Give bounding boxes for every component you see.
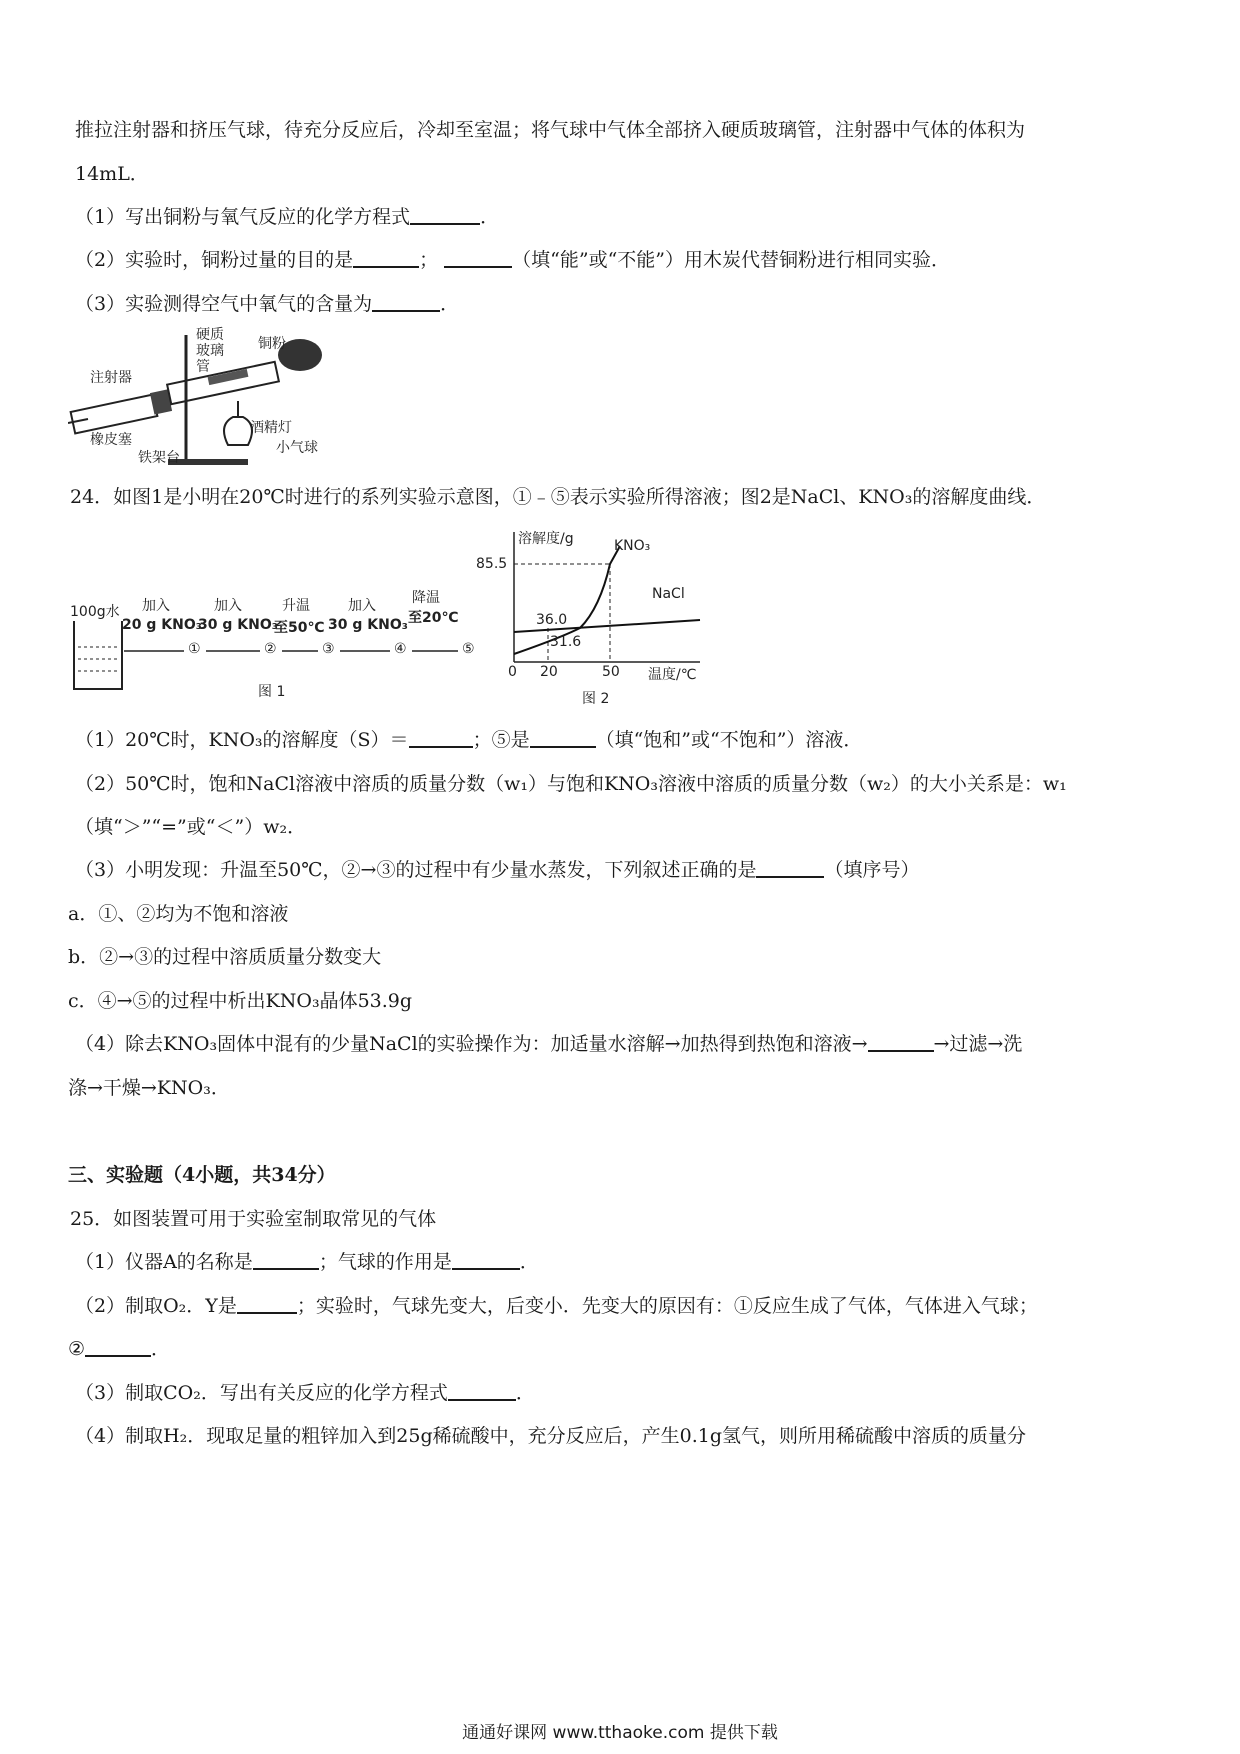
q23-intro-line2: 14mL． (75, 163, 149, 185)
label-balloon: 小气球 (276, 440, 318, 456)
answer-blank[interactable] (85, 1337, 151, 1357)
q24-option-c: c．④→⑤的过程中析出KNO₃晶体53.9g (68, 990, 413, 1012)
q25-part1: （1）仪器A的名称是 ；气球的作用是 ． (75, 1251, 539, 1273)
figure-1 (68, 585, 488, 705)
answer-blank[interactable] (253, 1250, 319, 1270)
label-stopper: 橡皮塞 (90, 432, 132, 448)
fig2-x-tick-50: 50 (602, 664, 620, 680)
figure-2 (476, 522, 710, 707)
answer-blank[interactable] (372, 292, 440, 312)
fig1-step4-bottom: 30 g KNO₃ (328, 617, 408, 633)
q25-part2-line2: ② ． (68, 1338, 171, 1360)
fig2-value-36: 36.0 (536, 612, 568, 628)
fig2-value-31: 31.6 (550, 634, 582, 650)
fig2-nacl-label: NaCl (652, 586, 685, 602)
fig1-step1-top: 加入 (142, 598, 170, 614)
fig1-result3: ③ (322, 641, 335, 657)
fig1-step1-bottom: 20 g KNO₃ (122, 617, 202, 633)
q24-part2-line1: （2）50℃时，饱和NaCl溶液中溶质的质量分数（w₁）与饱和KNO₃溶液中溶质的质量分数（w₂）的大小关系是：w₁ (75, 773, 1067, 795)
q25-part2: （2）制取O₂．Y是 ；实验时，气球先变大，后变小．先变大的原因有：①反应生成了气体，气体进入气球； (75, 1295, 1038, 1317)
fig1-step3-top: 升温 (282, 598, 310, 614)
label-stand: 铁架台 (138, 450, 180, 466)
q25-stem: 25．如图装置可用于实验室制取常见的气体 (70, 1208, 437, 1230)
answer-blank[interactable] (756, 858, 824, 878)
section-heading: 三、实验题（4小题，共34分） (68, 1164, 336, 1186)
fig1-result4: ④ (394, 641, 407, 657)
q23-part3: （3）实验测得空气中氧气的含量为 ． (75, 293, 460, 315)
q24-stem: 24．如图1是小明在20℃时进行的系列实验示意图，①﹣⑤表示实验所得溶液；图2是NaCl、KNO₃的溶解度曲线． (70, 486, 1046, 508)
q24-part3: （3）小明发现：升温至50℃，②→③的过程中有少量水蒸发，下列叙述正确的是 （填序号） (75, 859, 920, 881)
fig2-kno3-label: KNO₃ (614, 538, 651, 554)
fig2-x-tick-20: 20 (540, 664, 558, 680)
q24-option-b: b．②→③的过程中溶质质量分数变大 (68, 946, 382, 968)
answer-blank[interactable] (410, 205, 480, 225)
fig1-step2-top: 加入 (214, 598, 242, 614)
q24-part4: （4）除去KNO₃固体中混有的少量NaCl的实验操作为：加适量水溶解→加热得到热饱和溶液→ →过滤→洗 (75, 1033, 1023, 1055)
answer-blank[interactable] (353, 248, 419, 268)
q24-part2-line2: （填“＞”“=”或“＜”）w₂． (75, 816, 307, 838)
fig2-y-tick: 85.5 (476, 556, 508, 572)
answer-blank[interactable] (444, 248, 512, 268)
fig1-result2: ② (264, 641, 277, 657)
q24-part4-line2: 涤→干燥→KNO₃． (68, 1077, 230, 1099)
answer-blank[interactable] (448, 1381, 516, 1401)
fig1-step2-bottom: 30 g KNO₃ (198, 617, 278, 633)
q23-intro-line1: 推拉注射器和挤压气球，待充分反应后，冷却至室温；将气球中气体全部挤入硬质玻璃管，注射器中气体的体积为 (75, 119, 1026, 141)
fig1-result1: ① (188, 641, 201, 657)
fig1-step5-top: 降温 (412, 590, 440, 606)
fig1-step3-bottom: 至50℃ (274, 620, 325, 636)
page-footer: 通通好课网 www.tthaoke.com 提供下载 (462, 1723, 778, 1743)
fig2-x-axis-label: 温度/℃ (648, 667, 697, 683)
fig1-result5: ⑤ (462, 641, 475, 657)
q23-part2: （2）实验时，铜粉过量的目的是 ； （填“能”或“不能”）用木炭代替铜粉进行相同实验． (75, 249, 951, 271)
fig2-x-tick-0: 0 (508, 664, 517, 680)
fig1-step4-top: 加入 (348, 598, 376, 614)
fig2-y-axis-label: 溶解度/g (518, 531, 574, 547)
q23-part1: （1）写出铜粉与氧气反应的化学方程式 ． (75, 206, 500, 228)
q24-option-a: a．①、②均为不饱和溶液 (68, 903, 289, 925)
answer-blank[interactable] (868, 1032, 934, 1052)
answer-blank[interactable] (409, 728, 473, 748)
label-copper: 铜粉 (258, 336, 286, 352)
label-syringe: 注射器 (90, 370, 132, 386)
fig1-step5-bottom: 至20℃ (408, 610, 459, 626)
answer-blank[interactable] (237, 1294, 297, 1314)
fig1-caption: 图 1 (258, 684, 286, 700)
q25-part3: （3）制取CO₂．写出有关反应的化学方程式 ． (75, 1382, 535, 1404)
fig1-start-label: 100g水 (70, 604, 120, 620)
apparatus-figure (68, 325, 336, 470)
fig1-arrows (68, 641, 488, 661)
label-lamp: 酒精灯 (250, 420, 292, 436)
q25-part4: （4）制取H₂．现取足量的粗锌加入到25g稀硫酸中，充分反应后，产生0.1g氢气，则所用稀硫酸中溶质的质量分 (75, 1425, 1026, 1447)
answer-blank[interactable] (530, 728, 596, 748)
q24-part1: （1）20℃时，KNO₃的溶解度（S）＝ ；⑤是 （填“饱和”或“不饱和”）溶液． (75, 729, 863, 751)
answer-blank[interactable] (452, 1250, 520, 1270)
label-glass-tube: 硬质玻璃管 (196, 327, 224, 375)
fig2-caption: 图 2 (582, 691, 610, 707)
